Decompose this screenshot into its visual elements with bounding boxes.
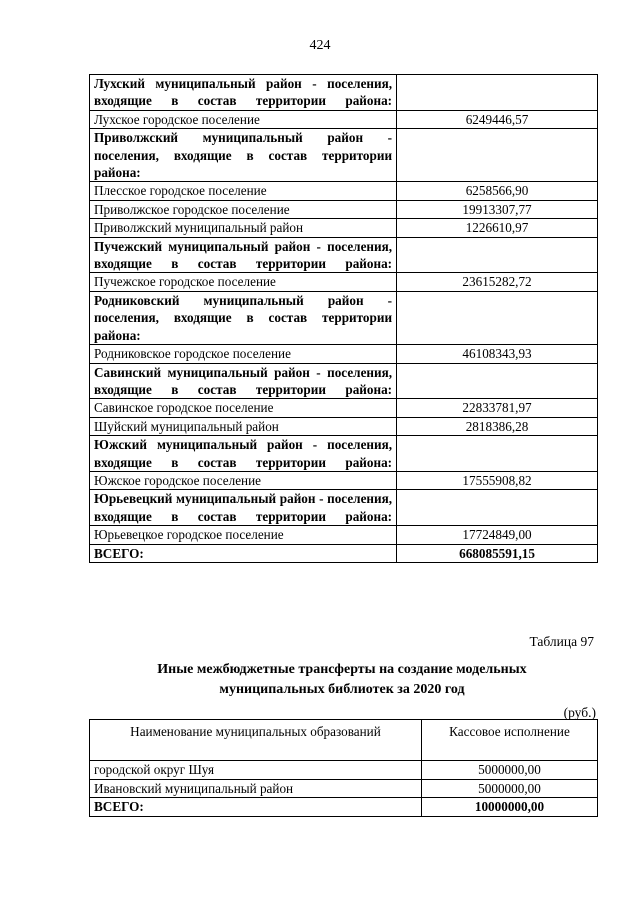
column-header-value: Кассовое исполнение — [421, 720, 597, 761]
table-row — [90, 471, 598, 489]
cell-value: 2818386,28 — [397, 417, 598, 435]
cell-value — [397, 129, 598, 182]
cell-name: Родниковское городское поселение — [90, 345, 397, 363]
table-row — [90, 110, 598, 128]
table-row — [90, 182, 598, 200]
district-header-row — [90, 363, 598, 399]
cell-name: Шуйский муниципальный район — [90, 417, 397, 435]
cell-name: Южский муниципальный район - поселения, входящие в состав территории района: — [90, 436, 397, 472]
district-header-row — [90, 291, 598, 344]
cell-value — [397, 363, 598, 399]
cell-name: Лухский муниципальный район - поселения, входящие в состав территории района: — [90, 75, 397, 111]
cell-name: городской округ Шуя — [90, 761, 422, 780]
cell-name: Юрьевецкий муниципальный район - поселения, входящие в состав территории района: — [90, 490, 397, 526]
district-header-row — [90, 129, 598, 182]
page-number: 424 — [309, 38, 331, 53]
total-row — [90, 544, 598, 562]
cell-value: 17724849,00 — [397, 526, 598, 544]
district-header-row — [90, 436, 598, 472]
cell-name: ВСЕГО: — [90, 544, 397, 562]
cell-name: Родниковский муниципальный район - поселения, входящие в состав территории района: — [90, 291, 397, 344]
cell-name: Савинское городское поселение — [90, 399, 397, 417]
table-row — [90, 779, 598, 798]
cell-value: 23615282,72 — [397, 273, 598, 291]
cell-value: 6258566,90 — [397, 182, 598, 200]
cell-name: Приволжский муниципальный район - поселения, входящие в состав территории района: — [90, 129, 397, 182]
table-header-row — [90, 720, 598, 761]
cell-name: Приволжское городское поселение — [90, 200, 397, 218]
table-row — [90, 761, 598, 780]
cell-value: 19913307,77 — [397, 200, 598, 218]
cell-value — [397, 490, 598, 526]
total-row — [90, 798, 598, 817]
cell-name: Приволжский муниципальный район — [90, 219, 397, 237]
cell-value: 17555908,82 — [397, 471, 598, 489]
cell-value: 1226610,97 — [397, 219, 598, 237]
cell-value: 22833781,97 — [397, 399, 598, 417]
cell-value — [397, 75, 598, 111]
cell-value — [397, 237, 598, 273]
transfers-table-continued — [89, 74, 598, 563]
table-label: Таблица 97 — [529, 634, 594, 649]
district-header-row — [90, 237, 598, 273]
table-row — [90, 399, 598, 417]
column-header-name: Наименование муниципальных образований — [90, 720, 422, 761]
table-title-line2: муниципальных библиотек за 2020 год — [219, 682, 465, 697]
district-header-row — [90, 75, 598, 111]
cell-value: 668085591,15 — [397, 544, 598, 562]
cell-name: ВСЕГО: — [90, 798, 422, 817]
cell-value — [397, 436, 598, 472]
cell-name: Пучежское городское поселение — [90, 273, 397, 291]
cell-value: 6249446,57 — [397, 110, 598, 128]
cell-value: 10000000,00 — [421, 798, 597, 817]
cell-name: Южское городское поселение — [90, 471, 397, 489]
cell-value — [397, 291, 598, 344]
table-row — [90, 345, 598, 363]
cell-name: Юрьевецкое городское поселение — [90, 526, 397, 544]
cell-name: Лухское городское поселение — [90, 110, 397, 128]
district-header-row — [90, 490, 598, 526]
table-row — [90, 526, 598, 544]
unit-label: (руб.) — [563, 705, 596, 720]
cell-value: 5000000,00 — [421, 779, 597, 798]
library-transfers-table — [89, 719, 598, 817]
table-row — [90, 273, 598, 291]
table-row — [90, 219, 598, 237]
table-row — [90, 200, 598, 218]
table-title-line1: Иные межбюджетные трансферты на создание модельных — [157, 662, 527, 677]
cell-value: 5000000,00 — [421, 761, 597, 780]
cell-value: 46108343,93 — [397, 345, 598, 363]
cell-name: Ивановский муниципальный район — [90, 779, 422, 798]
cell-name: Савинский муниципальный район - поселения, входящие в состав территории района: — [90, 363, 397, 399]
table-title — [0, 660, 640, 700]
cell-name: Пучежский муниципальный район - поселения, входящие в состав территории района: — [90, 237, 397, 273]
table-row — [90, 417, 598, 435]
cell-name: Плесское городское поселение — [90, 182, 397, 200]
